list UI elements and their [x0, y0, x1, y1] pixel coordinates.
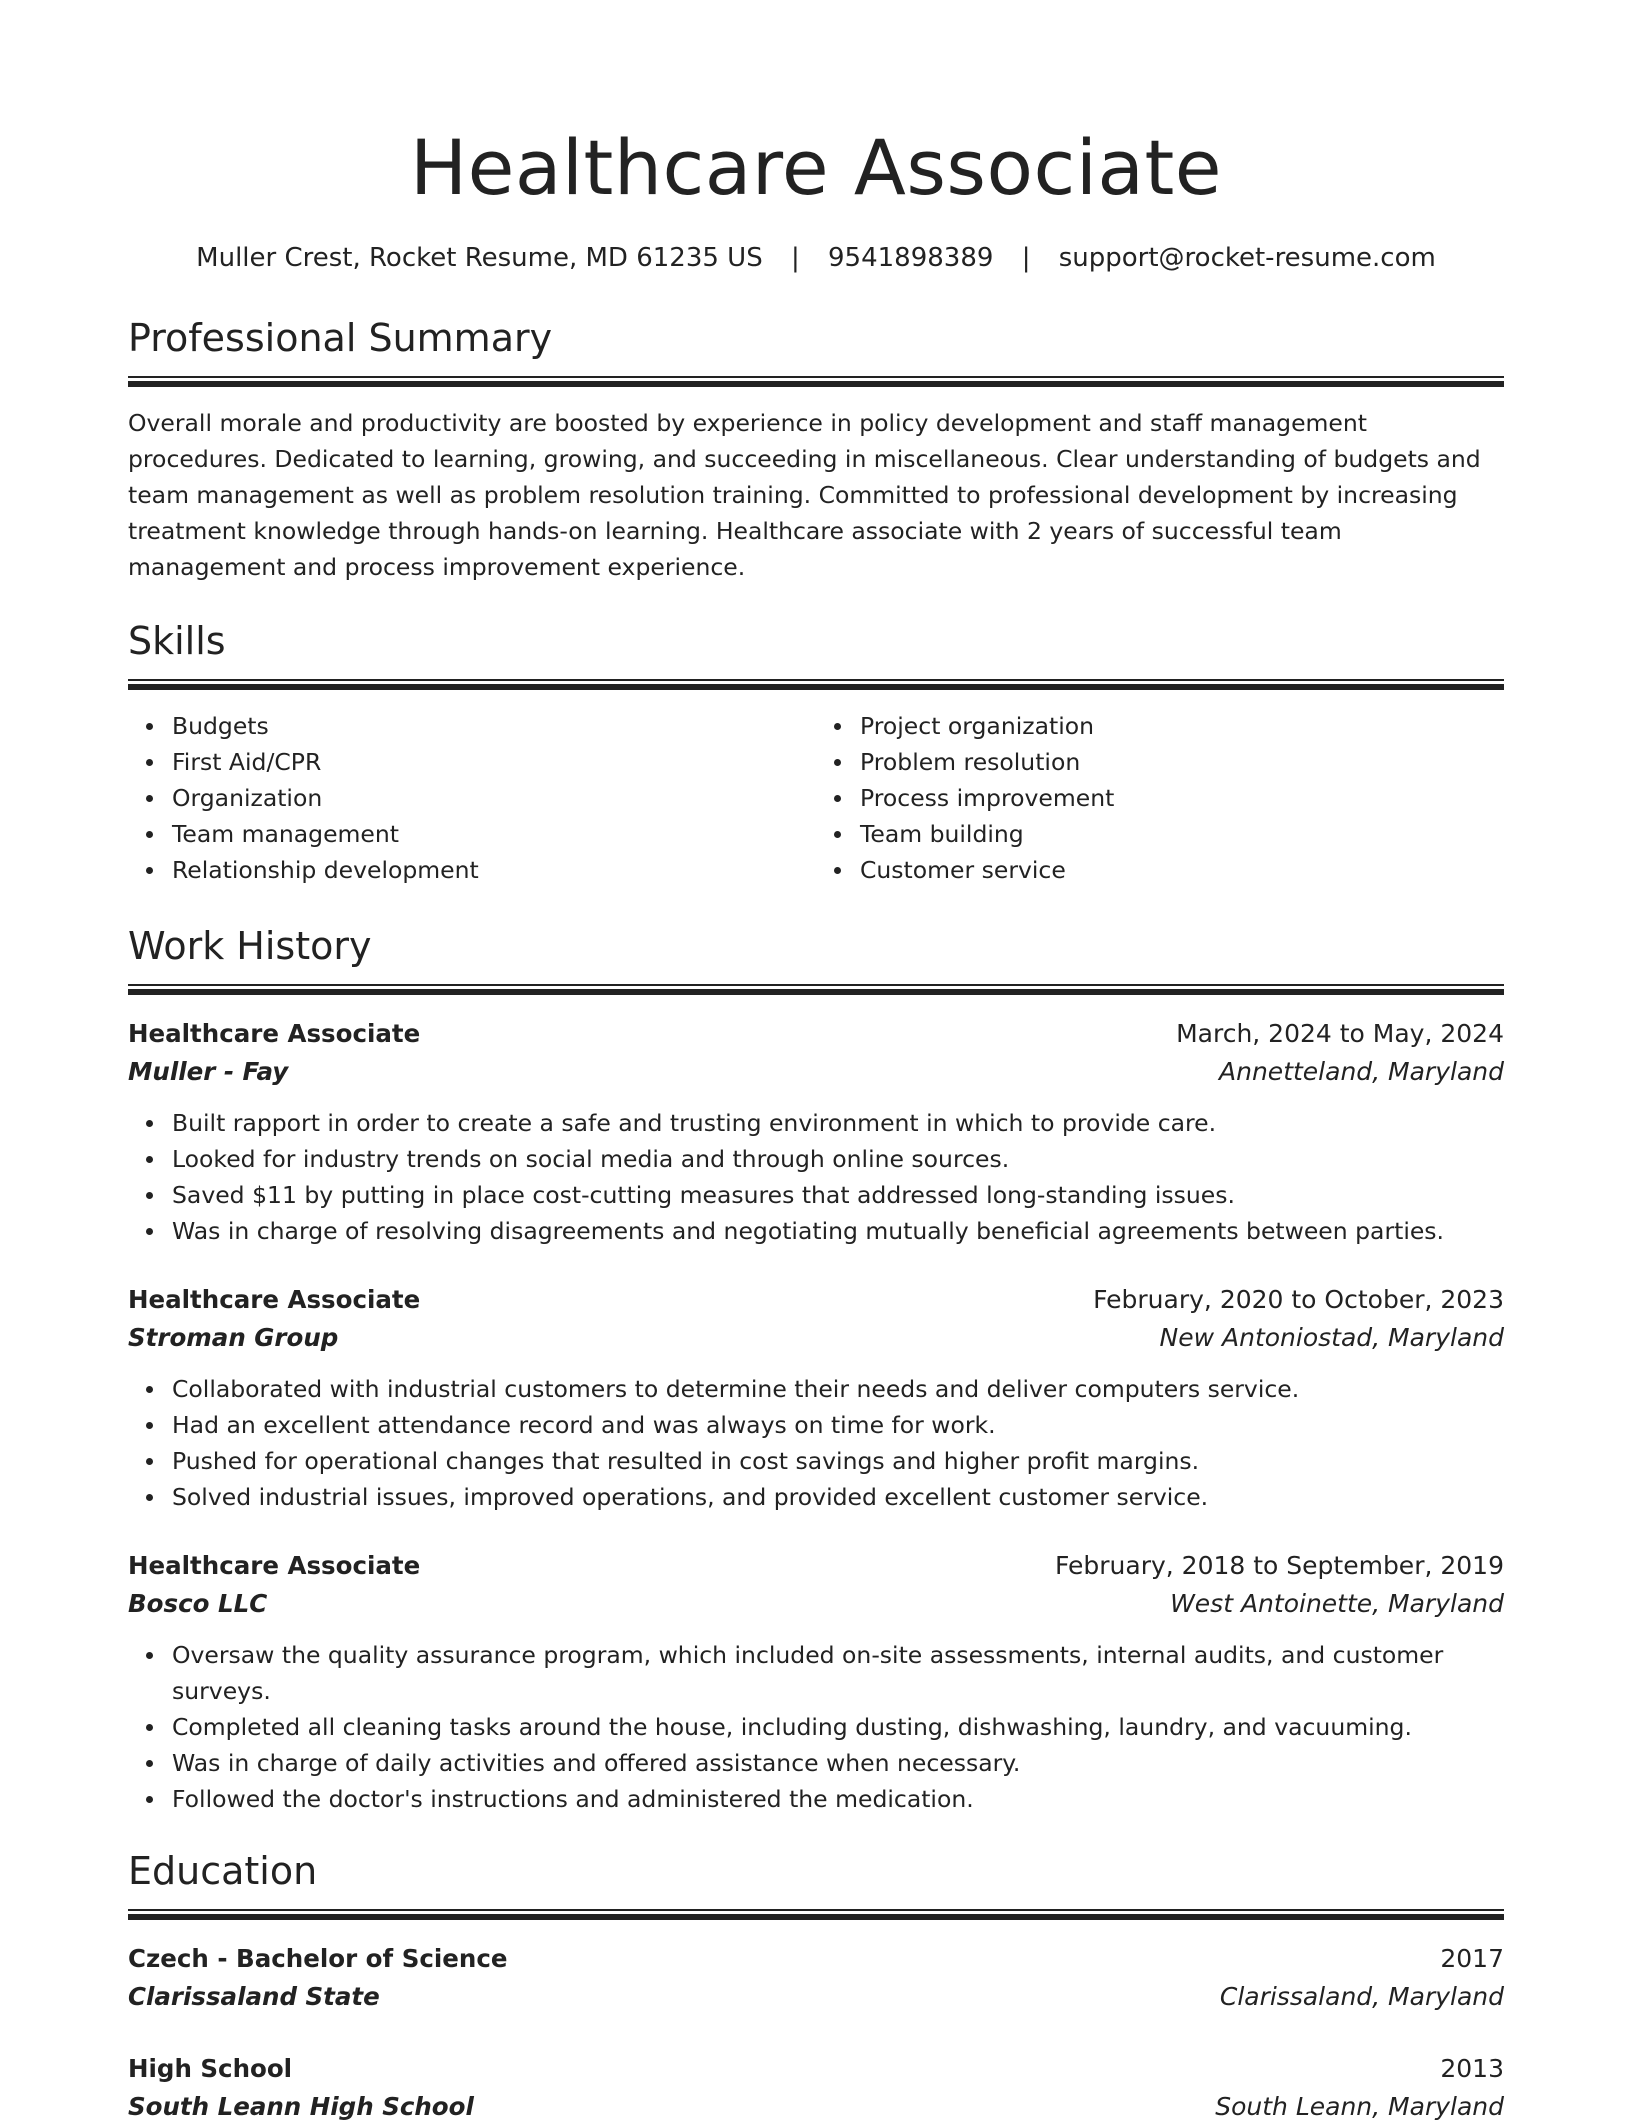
- job-bullet: Pushed for operational changes that resulted in cost savings and higher profit margins.: [172, 1443, 1504, 1479]
- skills-right-column: [816, 708, 1504, 888]
- skill-item: Problem resolution: [860, 744, 1504, 780]
- skill-item: Process improvement: [860, 780, 1504, 816]
- job-company: Bosco LLC: [128, 1589, 268, 1618]
- skill-item: Budgets: [172, 708, 816, 744]
- education-degree: Czech - Bachelor of Science: [128, 1944, 508, 1973]
- education-year: 2017: [1440, 1944, 1504, 1973]
- education-school: South Leann High School: [128, 2092, 474, 2121]
- job-company: Stroman Group: [128, 1323, 339, 1352]
- job-title: Healthcare Associate: [128, 1285, 421, 1314]
- job-bullet: Had an excellent attendance record and was always on time for work.: [172, 1407, 1504, 1443]
- education-location: Clarissaland, Maryland: [1219, 1982, 1504, 2011]
- education-year: 2013: [1440, 2054, 1504, 2083]
- contact-email: support@rocket-resume.com: [1058, 243, 1436, 273]
- skills-heading: Skills: [128, 619, 226, 663]
- job-dates: March, 2024 to May, 2024: [1176, 1019, 1504, 1048]
- section-divider: [128, 376, 1504, 387]
- education-entry: [128, 1940, 1504, 2016]
- contact-phone: 9541898389: [828, 243, 994, 273]
- section-divider: [128, 679, 1504, 690]
- job-bullet: Solved industrial issues, improved operations, and provided excellent customer service.: [172, 1479, 1504, 1515]
- section-divider: [128, 984, 1504, 995]
- skill-item: First Aid/CPR: [172, 744, 816, 780]
- work-history-heading: Work History: [128, 924, 372, 968]
- job-bullet: Oversaw the quality assurance program, which included on-site assessments, internal audits, and customer surveys.: [172, 1637, 1504, 1709]
- education-degree: High School: [128, 2054, 293, 2083]
- skills-section: [128, 617, 1504, 888]
- job-company: Muller - Fay: [128, 1057, 289, 1086]
- skill-item: Project organization: [860, 708, 1504, 744]
- job-entry: [128, 1015, 1504, 1249]
- job-location: West Antoinette, Maryland: [1170, 1589, 1504, 1618]
- job-bullet: Was in charge of daily activities and offered assistance when necessary.: [172, 1745, 1504, 1781]
- job-bullet: Looked for industry trends on social media and through online sources.: [172, 1141, 1504, 1177]
- skill-item: Team management: [172, 816, 816, 852]
- education-section: [128, 1847, 1504, 2126]
- summary-heading: Professional Summary: [128, 316, 553, 360]
- skill-item: Relationship development: [172, 852, 816, 888]
- job-bullets: [128, 1637, 1504, 1817]
- skill-item: Customer service: [860, 852, 1504, 888]
- job-dates: February, 2020 to October, 2023: [1093, 1285, 1504, 1314]
- contact-separator: |: [1021, 243, 1031, 273]
- skills-columns: [128, 708, 1504, 888]
- work-history-section: [128, 922, 1504, 1817]
- job-title: Healthcare Associate: [128, 1019, 421, 1048]
- summary-section: [128, 314, 1504, 585]
- job-bullet: Completed all cleaning tasks around the house, including dusting, dishwashing, laundry, and vacuuming.: [172, 1709, 1504, 1745]
- job-bullet: Was in charge of resolving disagreements and negotiating mutually beneficial agreements between parties.: [172, 1213, 1504, 1249]
- contact-separator: |: [790, 243, 800, 273]
- job-bullet: Built rapport in order to create a safe and trusting environment in which to provide care.: [172, 1105, 1504, 1141]
- job-entry: [128, 1281, 1504, 1515]
- summary-text: Overall morale and productivity are boosted by experience in policy development and staff management procedures. Dedicated to learning, growing, and succeeding in miscellaneous. Clear understanding of budgets and team management as well as problem resolution training. Committed to professional development by increasing treatment knowledge through hands-on learning. Healthcare associate with 2 years of successful team management and process improvement experience.: [128, 409, 1481, 581]
- resume-name: Healthcare Associate: [409, 123, 1223, 212]
- job-title: Healthcare Associate: [128, 1551, 421, 1580]
- skill-item: Organization: [172, 780, 816, 816]
- section-divider: [128, 1909, 1504, 1920]
- education-heading: Education: [128, 1849, 318, 1893]
- job-bullets: [128, 1105, 1504, 1249]
- education-school: Clarissaland State: [128, 1982, 380, 2011]
- job-entry: [128, 1547, 1504, 1817]
- job-bullets: [128, 1371, 1504, 1515]
- skill-item: Team building: [860, 816, 1504, 852]
- contact-line: [128, 240, 1504, 276]
- job-dates: February, 2018 to September, 2019: [1055, 1551, 1504, 1580]
- job-location: New Antoniostad, Maryland: [1159, 1323, 1504, 1352]
- contact-address: Muller Crest, Rocket Resume, MD 61235 US: [196, 243, 763, 273]
- job-bullet: Saved $11 by putting in place cost-cutting measures that addressed long-standing issues.: [172, 1177, 1504, 1213]
- skills-left-column: [128, 708, 816, 888]
- education-location: South Leann, Maryland: [1215, 2092, 1504, 2121]
- job-bullet: Collaborated with industrial customers to determine their needs and deliver computers service.: [172, 1371, 1504, 1407]
- job-bullet: Followed the doctor's instructions and administered the medication.: [172, 1781, 1504, 1817]
- education-entry: [128, 2050, 1504, 2126]
- job-location: Annetteland, Maryland: [1219, 1057, 1504, 1086]
